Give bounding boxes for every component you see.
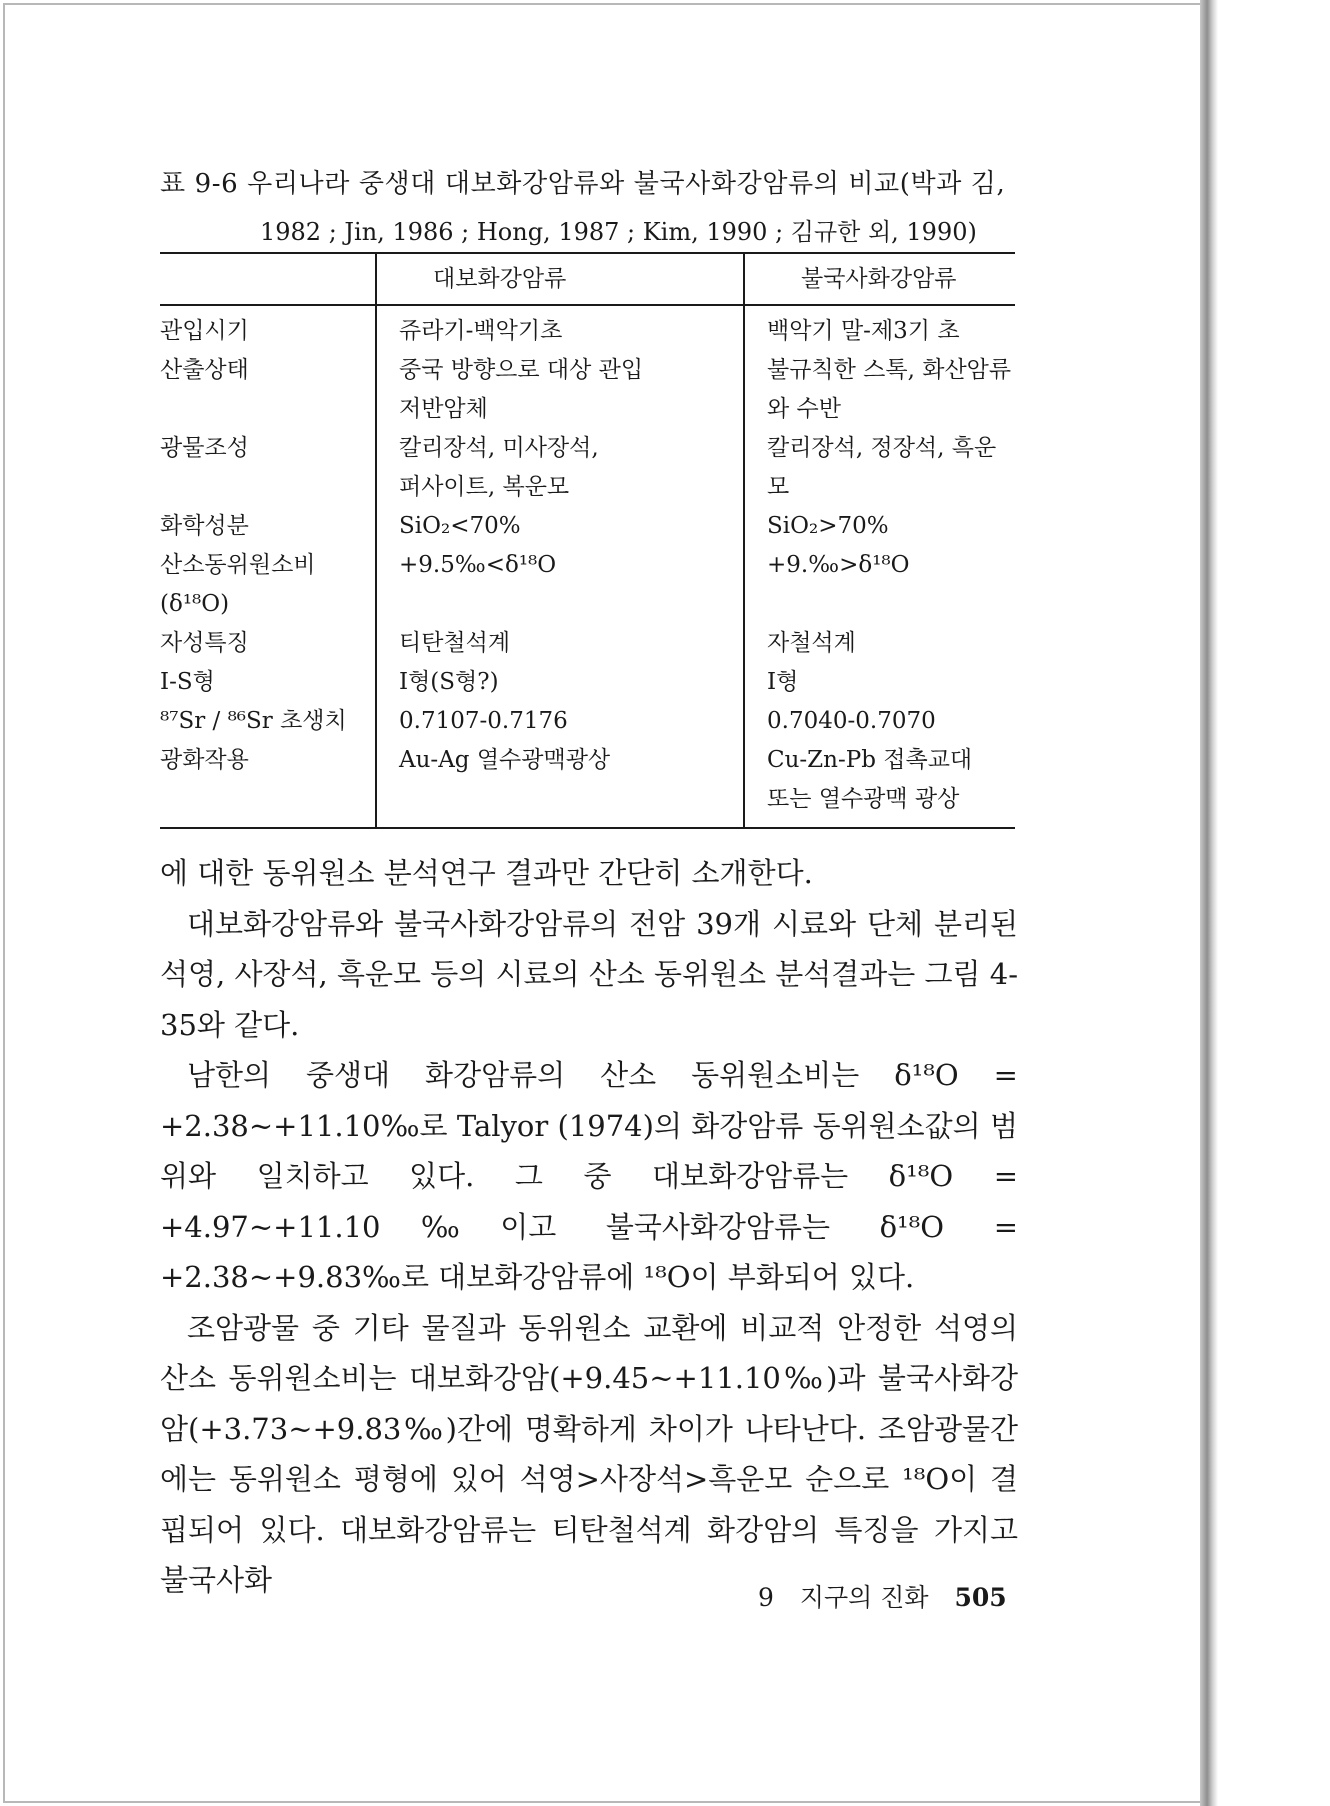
table-header-row — [160, 253, 1015, 305]
table-row — [160, 429, 1015, 507]
page-footer — [758, 1578, 1007, 1614]
cell-bulguksa: 불규칙한 스톡, 화산암류와 수반 — [744, 351, 1015, 429]
body-paragraph: 조암광물 중 기타 물질과 동위원소 교환에 비교적 안정한 석영의 산소 동위원소비는 대보화강암(+9.45~+11.10‰)과 불국사화강암(+3.73~+9.83‰)간에 명확하게 차이가 나타난다. 조암광물간에는 동위원소 평형에 있어 석영>사장석>흑운모 순으로 ¹⁸O이 결핍되어 있다. 대보화강암류는 티탄철석계 화강암의 특징을 가지고 불국사화 — [160, 1310, 1018, 1597]
footer-chapter-number: 9 — [758, 1583, 774, 1612]
cell-daebo: 티탄철석계 — [376, 624, 744, 663]
table-row — [160, 663, 1015, 702]
cell-bulguksa: 자철석계 — [744, 624, 1015, 663]
comparison-table — [160, 252, 1015, 829]
caption-line-1: 표 9-6 우리나라 중생대 대보화강암류와 불국사화강암류의 비교(박과 김, — [160, 169, 1006, 199]
table-row — [160, 702, 1015, 741]
footer-chapter-title: 지구의 진화 — [799, 1583, 929, 1612]
page-edge-shadow — [1200, 0, 1218, 1806]
table-body — [160, 305, 1015, 828]
row-label: 광화작용 — [160, 741, 376, 828]
cell-bulguksa: +9.‰>δ¹⁸O — [744, 546, 1015, 624]
cell-daebo: SiO₂<70% — [376, 507, 744, 546]
cell-bulguksa: SiO₂>70% — [744, 507, 1015, 546]
table-row — [160, 624, 1015, 663]
cell-daebo: 중국 방향으로 대상 관입 저반암체 — [376, 351, 744, 429]
caption-line-2: 1982 ; Jin, 1986 ; Hong, 1987 ; Kim, 1990 ; 김규한 외, 1990) — [260, 218, 977, 246]
header-cell-bulguksa: 불국사화강암류 — [744, 253, 1015, 305]
cell-daebo: 칼리장석, 미사장석, 퍼사이트, 복운모 — [376, 429, 744, 507]
table-row — [160, 546, 1015, 624]
row-label: 산출상태 — [160, 357, 249, 383]
cell-daebo: Au-Ag 열수광맥광상 — [376, 741, 744, 828]
table-row — [160, 741, 1015, 828]
row-label: ⁸⁷Sr / ⁸⁶Sr 초생치 — [160, 708, 347, 734]
cell-bulguksa: 0.7040-0.7070 — [744, 702, 1015, 741]
cell-daebo: 쥬라기-백악기초 — [376, 305, 744, 351]
body-text — [160, 848, 1018, 1606]
row-label: 자성특징 — [160, 630, 249, 656]
body-paragraph: 에 대한 동위원소 분석연구 결과만 간단히 소개한다. — [160, 856, 813, 890]
cell-daebo: I형(S형?) — [376, 663, 744, 702]
cell-bulguksa: 백악기 말-제3기 초 — [744, 305, 1015, 351]
table-row — [160, 305, 1015, 351]
page-number: 505 — [954, 1583, 1007, 1612]
table-row — [160, 351, 1015, 429]
row-label: I-S형 — [160, 669, 215, 695]
cell-bulguksa: Cu-Zn-Pb 접촉교대 또는 열수광맥 광상 — [744, 741, 1015, 828]
row-label: 광물조성 — [160, 435, 249, 461]
cell-daebo: +9.5‰<δ¹⁸O — [376, 546, 744, 624]
cell-bulguksa: I형 — [744, 663, 1015, 702]
row-label: 화학성분 — [160, 513, 249, 539]
cell-daebo: 0.7107-0.7176 — [376, 702, 744, 741]
row-label: 관입시기 — [160, 318, 249, 344]
cell-bulguksa: 칼리장석, 정장석, 흑운모 — [744, 429, 1015, 507]
table-row — [160, 507, 1015, 546]
header-cell-empty — [160, 253, 376, 305]
row-label: 산소동위원소비(δ¹⁸O) — [160, 552, 316, 617]
table-caption — [160, 160, 1040, 256]
header-cell-daebo: 대보화강암류 — [376, 253, 744, 305]
body-paragraph: 남한의 중생대 화강암류의 산소 동위원소비는 δ¹⁸O = +2.38~+11.10‰로 Talyor (1974)의 화강암류 동위원소값의 범위와 일치하고 있다. 그 중 대보화강암류는 δ¹⁸O = +4.97~+11.10‰이고 불국사화강암류는 δ¹⁸O = +2.38~+9.83‰로 대보화강암류에 ¹⁸O이 부화되어 있다. — [160, 1058, 1018, 1294]
body-paragraph: 대보화강암류와 불국사화강암류의 전암 39개 시료와 단체 분리된 석영, 사장석, 흑운모 등의 시료의 산소 동위원소 분석결과는 그림 4-35와 같다. — [160, 906, 1019, 1042]
